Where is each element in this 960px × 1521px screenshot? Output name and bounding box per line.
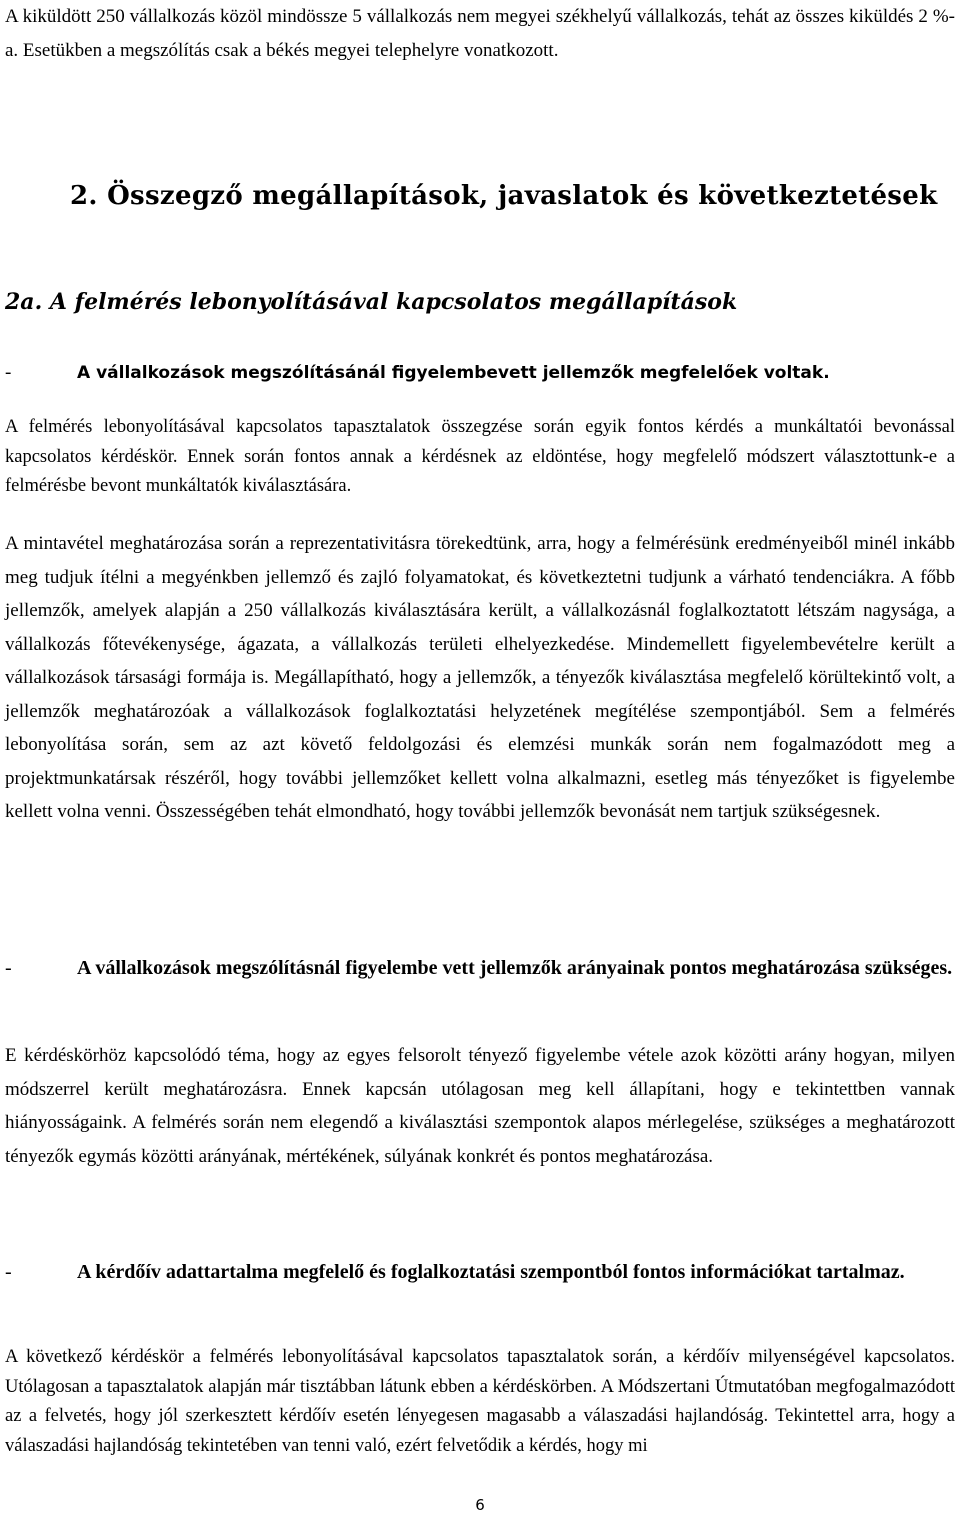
bullet-text: A kérdőív adattartalma megfelelő és foglalkoztatási szempontból fontos információkat tartalmaz. [77, 1261, 905, 1283]
paragraph-4: A következő kérdéskör a felmérés lebonyolításával kapcsolatos tapasztalatok során, a kérdőív milyenségével kapcsolatos. Utólagosan a tapasztalatok alapján már tisztábban látunk ebben a kérdéskörben. A Módszertani Útmutatóban megfogalmazódott az a felvetés, hogy jól szerkesztett kérdőív esetén lényegesen magasabb a válaszadási hajlandóság. Tekintettel arra, hogy a válaszadási hajlandóság tekintetében van tenni való, ezért felvetődik a kérdés, hogy mi [5, 1347, 955, 1456]
paragraph-1: A felmérés lebonyolításával kapcsolatos tapasztalatok összegzése során egyik fontos kérdés a munkáltatói bevonással kapcsolatos kérdéskör. Ennek során fontos annak a kérdésnek az eldöntése, hogy megfelelő módszert választottunk-e a felmérésbe bevont munkáltatók kiválasztására. [5, 417, 955, 496]
bullet-item-1 [5, 358, 955, 388]
bullet-text: A vállalkozások megszólításánál figyelembevett jellemzők megfelelőek voltak. [77, 363, 830, 383]
subsection-heading: 2a. A felmérés lebonyolításával kapcsolatos megállapítások [5, 289, 738, 315]
bullet-dash: - [5, 957, 12, 979]
paragraph-3: E kérdéskörhöz kapcsolódó téma, hogy az egyes felsorolt tényező figyelembe vétele azok közötti arány hogyan, milyen módszerrel került meghatározásra. Ennek kapcsán utólagosan meg kell állapítani, hogy e tekintettben vannak hiányosságaink. A felmérés során nem elegendő a kiválasztási szempontok alapos mérlegelése, szükséges a meghatározott tényezők egymás közötti arányának, mértékének, súlyának konkrét és pontos meghatározása. [5, 1045, 955, 1167]
bullet-text: A vállalkozások megszólításnál figyelembe vett jellemzők arányainak pontos meghatározása szükséges. [77, 957, 953, 979]
intro-paragraph: A kiküldött 250 vállalkozás közöl mindössze 5 vállalkozás nem megyei székhelyű vállalkozás, tehát az összes kiküldés 2 %-a. Esetükben a megszólítás csak a békés megyei telephelyre vonatkozott. [5, 6, 955, 61]
bullet-dash: - [5, 1261, 12, 1283]
paragraph-2: A mintavétel meghatározása során a reprezentativitásra törekedtünk, arra, hogy a felmérésünk eredményeiből minél inkább meg tudjuk ítélni a megyénkben jellemző és zajló folyamatokat, és következtetni tudjunk a várható tendenciákra. A főbb jellemzők, amelyek alapján a 250 vállalkozás kiválasztására került, a vállalkozásnál foglalkoztatott létszám nagysága, a vállalkozás főtevékenysége, ágazata, a vállalkozás területi elhelyezkedése. Mindemellett figyelembevételre került a vállalkozások társasági formája is. Megállapítható, hogy a jellemzők, a tényezők kiválasztása megfelelő körültekintő volt, a jellemzők meghatározóak a vállalkozások foglalkoztatási helyzetének megítélése szempontjából. Sem a felmérés lebonyolítása során, sem az azt követő feldolgozási és elemzési munkák során nem fogalmazódott meg a projektmunkatársak részéről, hogy további jellemzőket kellett volna alkalmazni, esetleg más tényezőket is figyelembe kellett volna venni. Összességében tehát elmondható, hogy további jellemzők bevonását nem tartjuk szükségesnek. [5, 533, 955, 822]
bullet-item-3 [5, 1257, 955, 1288]
section-heading: 2. Összegző megállapítások, javaslatok és következtetések [70, 181, 938, 211]
bullet-item-2 [5, 953, 955, 984]
page-number: 6 [475, 1496, 485, 1514]
bullet-dash: - [5, 362, 12, 383]
